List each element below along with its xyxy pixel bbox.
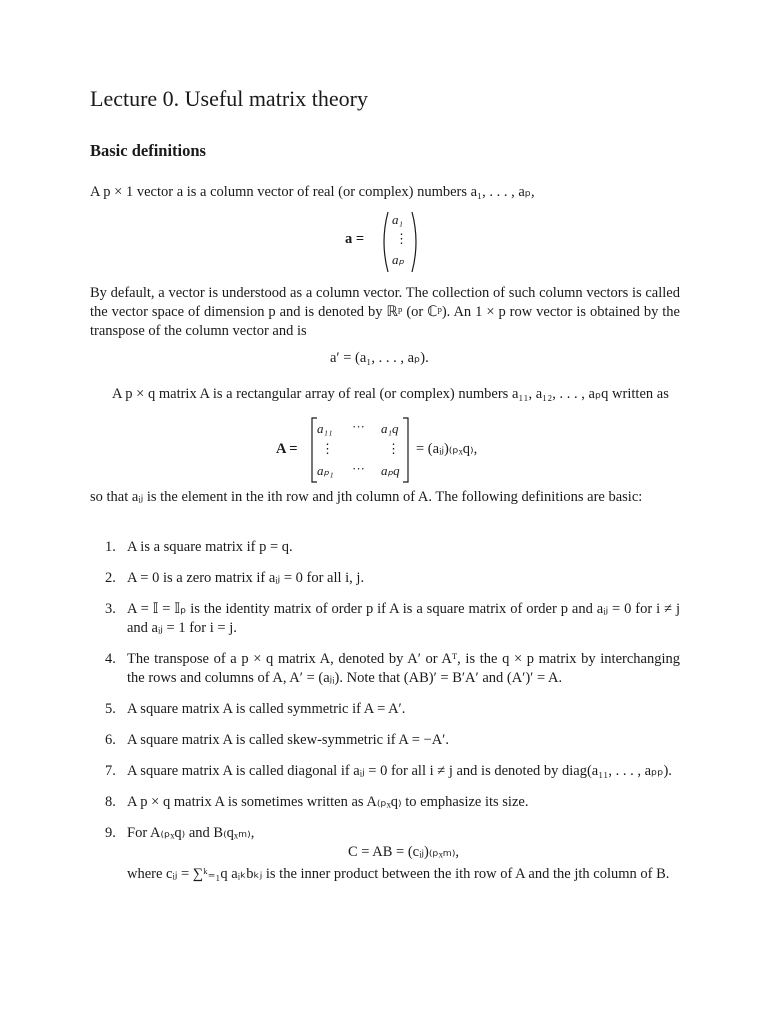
mat-r3c3: aₚq	[381, 463, 400, 478]
definitions-list	[90, 538, 680, 884]
definition-item	[90, 762, 680, 781]
definition-number: 8.	[105, 794, 116, 810]
mat-r3c2: ···	[352, 461, 365, 476]
definition-number: 3.	[105, 601, 116, 617]
definition-item	[90, 538, 680, 557]
paragraph-default-vector: By default, a vector is understood as a column vector. The collection of such column vectors is called the vector space of dimension p and is denoted by ℝᵖ (or ℂᵖ). An 1 × p row vector is obtained by the transpose of the column vector and is	[90, 285, 680, 339]
definition-number: 7.	[105, 763, 116, 779]
vec-entry-first: a₁	[392, 212, 404, 227]
eq-mat-lhs: A =	[276, 441, 298, 457]
definition-item	[90, 700, 680, 719]
mat-r2c3: ⋮	[387, 441, 400, 456]
definition-text: For A₍ₚₓq₎ and B₍qₓₘ₎,	[127, 825, 255, 841]
definition-number: 6.	[105, 732, 116, 748]
equation-matrix	[276, 415, 516, 485]
definition-item	[90, 731, 680, 750]
vec-entry-dots: ⋮	[395, 231, 408, 246]
definition-number: 4.	[105, 651, 116, 667]
definition-text: A square matrix A is called symmetric if A = A′.	[127, 701, 406, 717]
definition-number: 5.	[105, 701, 116, 717]
mat-r1c3: a₁q	[381, 421, 399, 436]
definition-continuation: where cᵢⱼ = ∑ᵏ₌₁q aᵢₖbₖⱼ is the inner product between the ith row of A and the jth column of B.	[127, 866, 670, 882]
definition-text: A = 0 is a zero matrix if aᵢⱼ = 0 for all i, j.	[127, 570, 365, 586]
section-heading: Basic definitions	[90, 141, 206, 160]
paragraph-vector-def: A p × 1 vector a is a column vector of real (or complex) numbers a₁, . . . , aₚ,	[90, 184, 535, 200]
equation-row-vector: a′ = (a₁, . . . , aₚ).	[330, 350, 429, 366]
definition-text: A p × q matrix A is sometimes written as A₍ₚₓq₎ to emphasize its size.	[127, 794, 529, 810]
definition-item	[90, 569, 680, 588]
definition-item	[90, 793, 680, 812]
definition-item	[90, 600, 680, 638]
definition-text: The transpose of a p × q matrix A, denoted by A′ or Aᵀ, is the q × p matrix by interchanging the rows and columns of A, A′ = (aⱼᵢ). Note that (AB)′ = B′A′ and (A′)′ = A.	[127, 651, 680, 686]
definition-text: A square matrix A is called diagonal if aᵢⱼ = 0 for all i ≠ j and is denoted by diag(a₁₁, . . . , aₚₚ).	[127, 763, 672, 779]
definition-item	[90, 824, 680, 884]
mat-r2c1: ⋮	[321, 441, 334, 456]
eq-mat-rhs: = (aᵢⱼ)₍ₚₓq₎,	[416, 441, 478, 457]
paragraph-matrix-def: A p × q matrix A is a rectangular array of real (or complex) numbers a₁₁, a₁₂, . . . , aₚq written as	[112, 386, 669, 402]
definition-text: A square matrix A is called skew-symmetric if A = −A′.	[127, 732, 449, 748]
definition-number: 2.	[105, 570, 116, 586]
definition-number: 9.	[105, 825, 116, 841]
equation-product: C = AB = (cᵢⱼ)₍ₚₓₘ₎,	[347, 844, 460, 860]
mat-r1c1: a₁₁	[317, 421, 333, 436]
definition-number: 1.	[105, 539, 116, 555]
definition-item	[90, 650, 680, 688]
definition-text: A is a square matrix if p = q.	[127, 539, 293, 555]
mat-r3c1: aₚ₁	[317, 463, 334, 478]
equation-column-vector	[345, 208, 425, 274]
eq-vec-lhs: a =	[345, 231, 365, 247]
mat-r1c2: ···	[352, 419, 365, 434]
lecture-title: Lecture 0. Useful matrix theory	[90, 86, 368, 111]
definition-text: A = 𝕀 = 𝕀ₚ is the identity matrix of order p if A is a square matrix of order p and aᵢⱼ = 0 for i ≠ j and aᵢⱼ = 1 for i = j.	[127, 601, 680, 636]
paragraph-element-def: so that aᵢⱼ is the element in the ith row and jth column of A. The following definitions are basic:	[90, 489, 643, 505]
vec-entry-last: aₚ	[392, 252, 405, 267]
